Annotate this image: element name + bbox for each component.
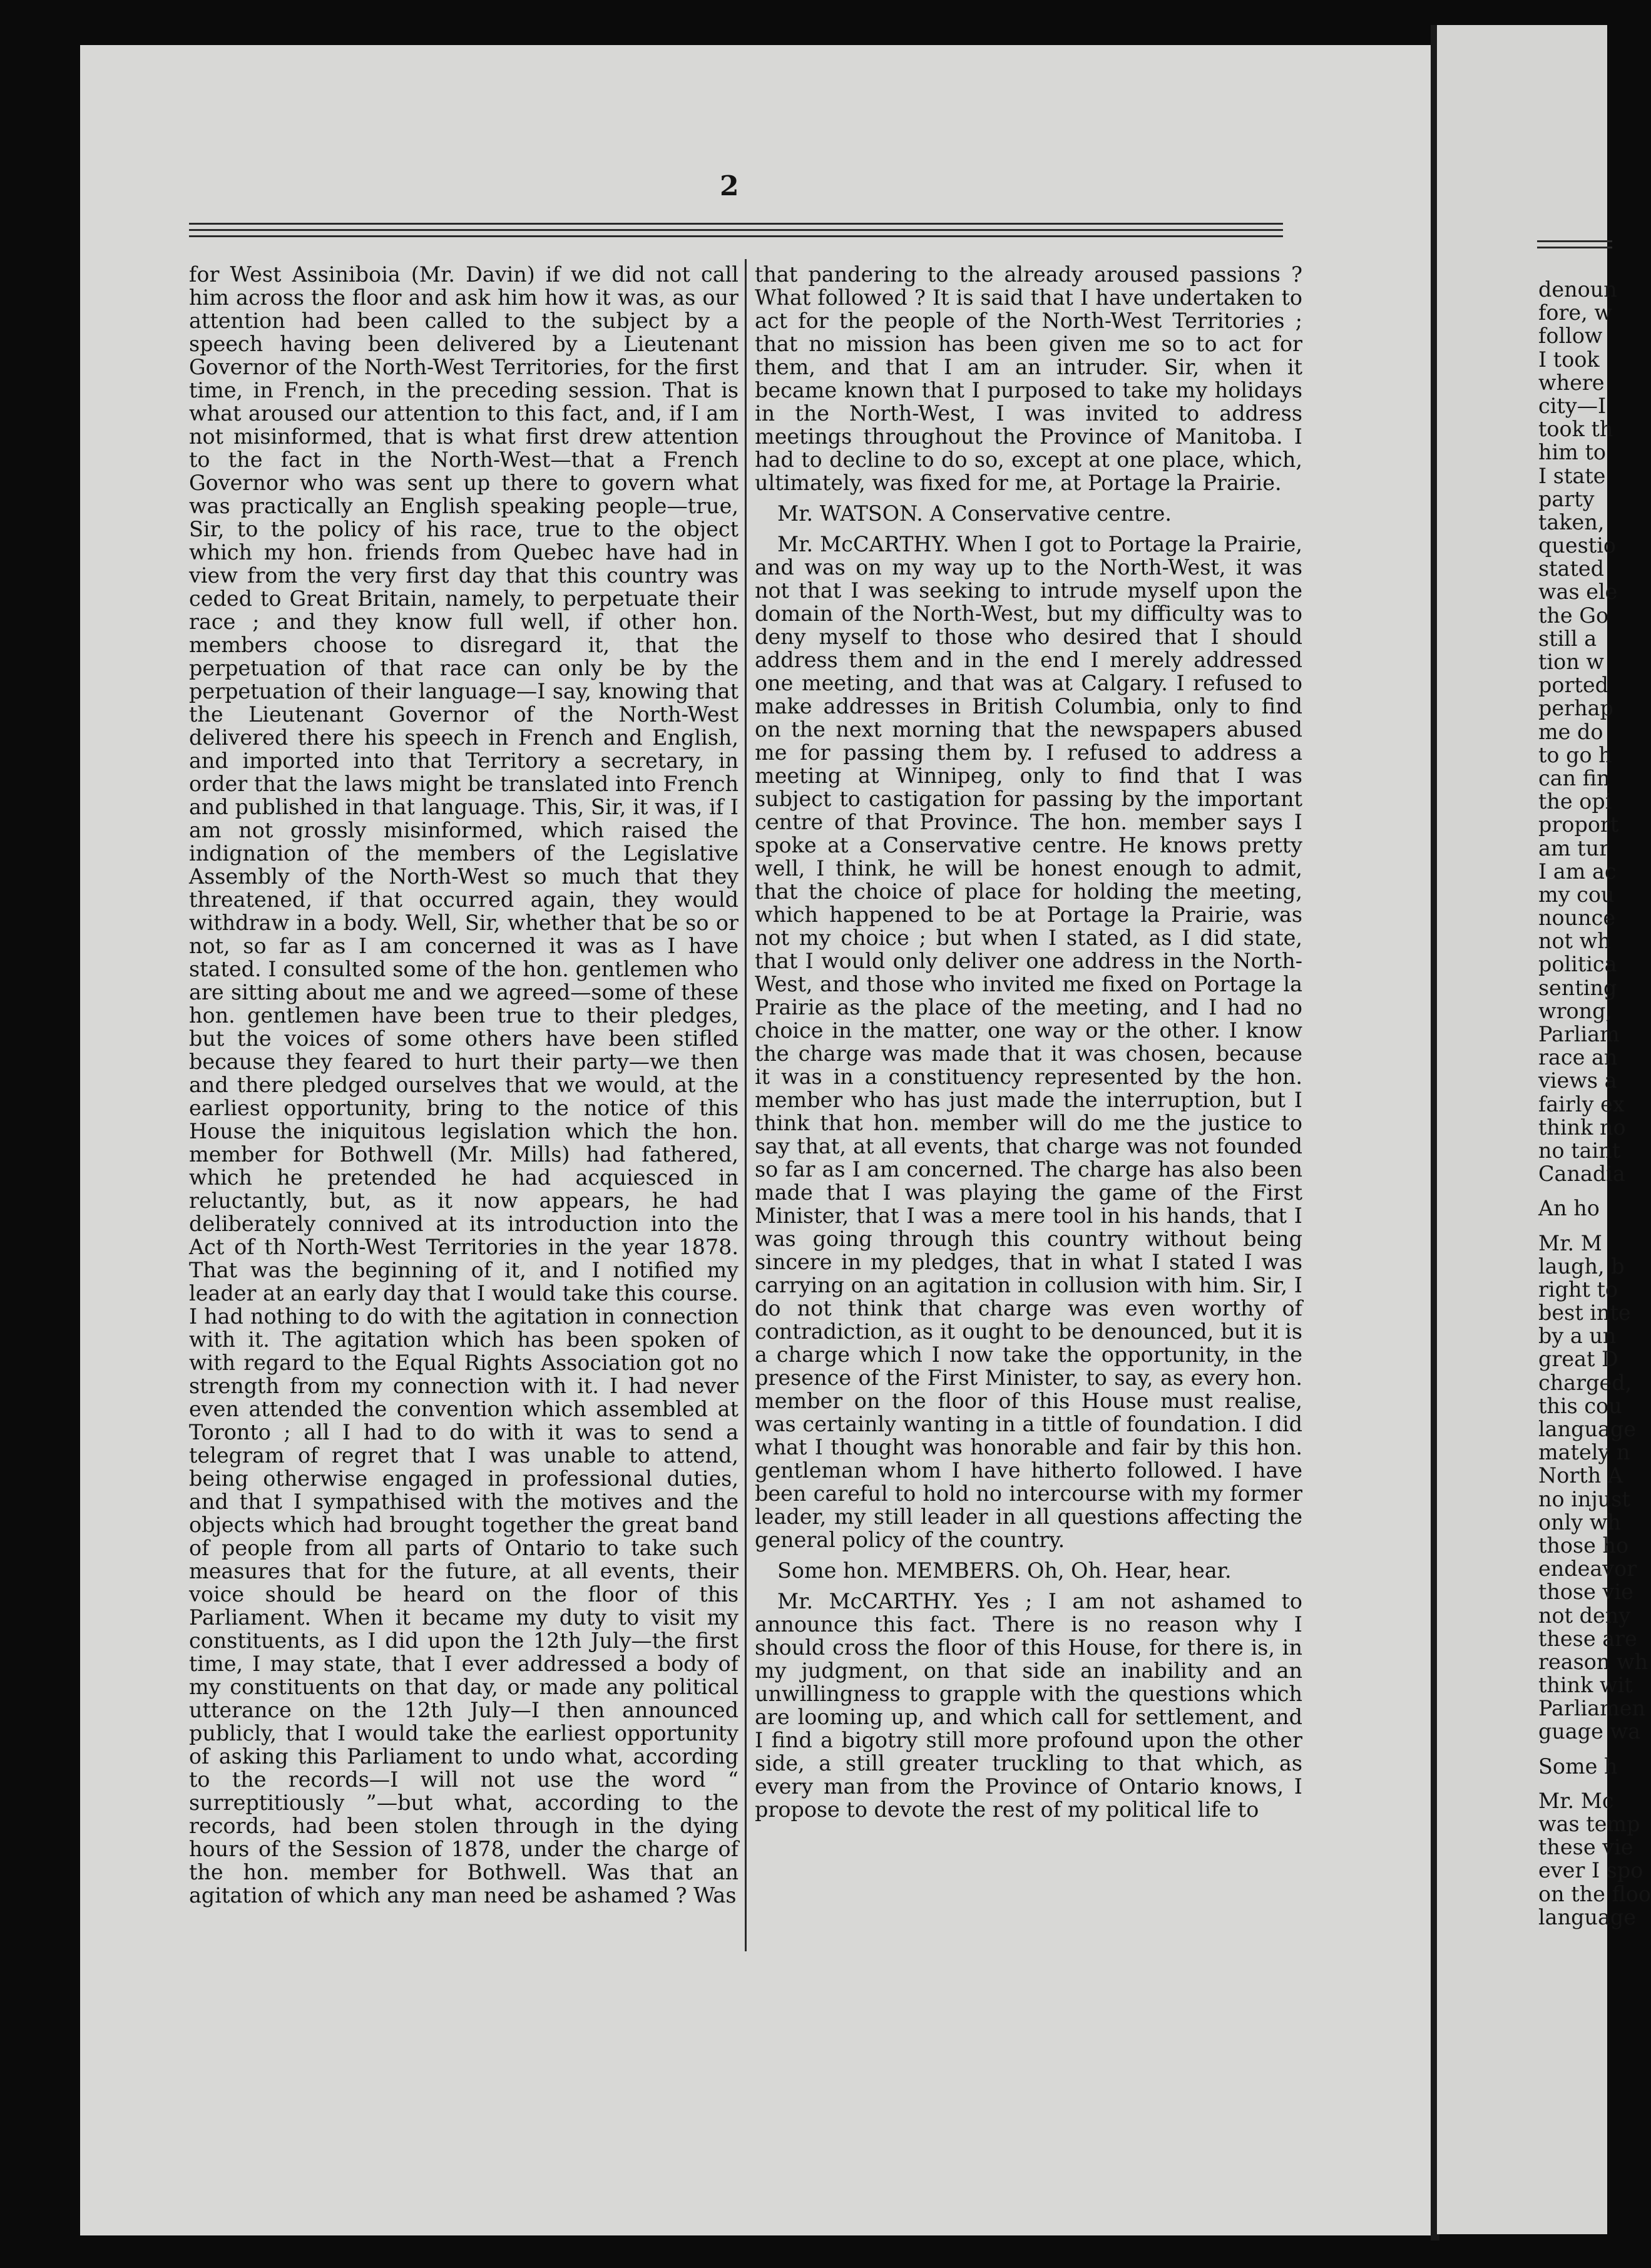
page-right [1437, 25, 1651, 2234]
left-paragraph: for West Assiniboia (Mr. Davin) if we did not call him across the floor and ask him how it was, as our attention had been called to the subject by a speech having been delivered by a Lieutenant Governor of the North-West Territories, for the first time, in French, in the preceding session. That is what aroused our attention to this fact, and, if I am not misinformed, that is what first drew attention to the fact in the North-West—that a French Governor who was sent up there to govern what was practically an English speaking people—true, Sir, to the policy of his race, true to the object which my hon. friends from Quebec have had in view from the very first day that this country was ceded to Great Britain, namely, to perpetuate their race ; and they know full well, if other hon. members choose to disregard it, that the perpetuation of that race can only be by the perpetuation of their language—I say, knowing that the Lieutenant Governor of the North-West delivered there his speech in French and English, and imported into that Territory a secretary, in order that the laws might be translated into French and published in that language. This, Sir, it was, if I am not grossly misinformed, which raised the indignation of the members of the Legislative Assembly of the North-West so much that they threatened, if that occurred again, they would withdraw in a body. Well, Sir, whether that be so or not, so far as I am concerned it was as I have stated. I consulted some of the hon. gentlemen who are sitting about me and we agreed—some of these hon. gentlemen have been true to their pledges, but the voices of some others have been stifled because they feared to hurt their party—we then and there pledged ourselves that we would, at the earliest opportunity, bring to the notice of this House the iniquitous legislation which the hon. member for Bothwell (Mr. Mills) had fathered, which he pretended he had acquiesced in reluctantly, but, as it now appears, he had deliberately connived at its introduction into the Act of th North-West Territories in the year 1878. That was the beginning of it, and I notified my leader at an early day that I would take this course. I had nothing to do with the agitation in connection with it. The agitation which has been spoken of with regard to the Equal Rights Association got no strength from my connection with it. I had never even attended the convention which assembled at Toronto ; all I had to do with it was to send a telegram of regret that I was unable to attend, being otherwise engaged in professional duties, and that I sympathised with the motives and the objects which had brought together the great band of people from all parts of Ontario to take such measures that for the future, at all events, their voice should be heard on the floor of this Parliament. When it became my duty to visit my constituents, as I did upon the 12th July—the first time, I may state, that I ever addressed a body of my constituents on that day, or made any political utterance on the 12th July—I then announced publicly, that I would take the earliest opportunity of asking this Parliament to undo what, according to the records—I will not use the word “ surreptitiously ”—but what, according to the records, had been stolen through in the dying hours of the Session of 1878, under the charge of the hon. member for Bothwell. Was that an agitation of which any man need be ashamed ? Was [189, 262, 739, 1908]
middle-paragraph: that pandering to the already aroused passions ? What followed ? It is said that I have undertaken to act for the people of the North-West Territories ; that no mission has been given me so to act for them, and that I am an intruder. Sir, when it became known that I purposed to take my holidays in the North-West, I was invited to address meetings throughout the Province of Manitoba. I had to decline to do so, except at one place, which, ultimately, was fixed for me, at Portage la Prairie. [755, 262, 1302, 495]
speaker-mccarthy-2: Mr. McCARTHY. Yes ; I am not ashamed to announce this fact. There is no reason why I should cross the floor of this House, for there is, in my judgment, on that side an inability and an unwillingness to grapple with the questions which are looming up, and which call for settlement, and I find a bigotry still more profound upon the other side, a still greater truckling to that which, as every man from the Province of Ontario knows, I propose to devote the rest of my political life to [755, 1589, 1302, 1822]
right-column-line: him to [1538, 440, 1606, 465]
speaker-watson: Mr. WATSON. A Conservative centre. [777, 501, 1172, 526]
right-column-line: language [1538, 1417, 1637, 1441]
page-number: 2 [720, 170, 739, 202]
right-column-line: guage wa [1538, 1719, 1641, 1744]
right-column-line: laugh, b [1538, 1254, 1625, 1279]
right-column-line: on the floo [1538, 1881, 1651, 1906]
right-column-line: proport [1538, 812, 1619, 837]
right-column-line: no injust [1538, 1486, 1630, 1511]
right-column-line: Parliam [1538, 1022, 1620, 1046]
right-column-line: views a [1538, 1068, 1617, 1093]
right-column-line: North A [1538, 1463, 1623, 1488]
right-column-line: mately n [1538, 1440, 1630, 1465]
right-column-line: nounce [1538, 906, 1616, 931]
right-column-line: not deny [1538, 1603, 1631, 1628]
right-column-line: fairly ex [1538, 1091, 1625, 1116]
right-column-line: follow [1538, 324, 1603, 349]
right-column-line [1538, 1185, 1607, 1197]
right-column-line: tion w [1538, 650, 1604, 674]
right-column-line: these are [1538, 1626, 1637, 1651]
right-column-line: best inte [1538, 1300, 1631, 1326]
right-column-line: endeavor [1538, 1556, 1637, 1581]
right-column-line: denoun [1538, 277, 1617, 302]
right-column-line: only wh [1538, 1509, 1621, 1535]
right-column-line: ever I spo [1538, 1858, 1643, 1883]
right-column-line: city—I [1538, 393, 1607, 418]
right-column-line: not wh [1538, 929, 1611, 954]
left-column [189, 263, 739, 1914]
right-column-line: right to [1538, 1277, 1618, 1302]
speaker-members: Some hon. MEMBERS. Oh, Oh. Hear, hear. [777, 1558, 1232, 1583]
right-column-line: language [1538, 1904, 1637, 1929]
right-column-line: race an [1538, 1045, 1618, 1070]
right-column-line: to go h [1538, 742, 1612, 767]
right-column-line: reason wh [1538, 1649, 1648, 1674]
right-column-line: the Go [1538, 603, 1609, 628]
right-column-line: took th [1538, 417, 1613, 442]
header-rule-top [189, 223, 1283, 225]
right-column-line: senting [1538, 975, 1617, 1000]
right-column-line: Some h [1538, 1754, 1618, 1779]
right-column-line: Parliamen [1538, 1696, 1646, 1721]
right-column-line: am tur [1538, 835, 1610, 861]
right-column-line: Mr. M [1538, 1230, 1602, 1255]
right-column-line: still a [1538, 626, 1597, 651]
right-column-line: politica [1538, 952, 1617, 977]
right-column-line [1538, 1220, 1607, 1232]
right-column-line: this cou [1538, 1393, 1622, 1418]
right-column-line: those vie [1538, 1580, 1633, 1605]
right-column-line: charged, [1538, 1370, 1632, 1395]
right-column-line: I state [1538, 463, 1606, 488]
header-rule-bottom [189, 235, 1283, 237]
right-column-line: me do [1538, 719, 1603, 744]
right-column-line: I took [1538, 347, 1600, 372]
right-column-line: these vie [1538, 1835, 1633, 1860]
speaker-mccarthy-1: Mr. McCARTHY. When I got to Portage la Prairie, and was on my way up to the North-West, it was not that I was seeking to intrude myself upon the domain of the North-West, but my difficulty was to deny myself to those who desired that I should address them and in the end I merely addressed one meeting, and that was at Calgary. I refused to make addresses in British Columbia, only to find on the next morning that the newspapers abused me for passing them by. I refused to address a meeting at Winnipeg, only to find that I was subject to castigation for passing by the important centre of that Province. The hon. member says I spoke at a Conservative centre. He knows pretty well, I think, he will be honest enough to admit, that the choice of place for holding the meeting, which happened to be at Portage la Prairie, was not my choice ; but when I stated, as I did state, that I would only deliver one address in the North-West, and those who invited me fixed on Portage la Prairie as the place of the meeting, and I had no choice in the matter, one way or the other. I know the charge was made that it was chosen, because it was in a constituency represented by the hon. member who has just made the interruption, but I think that hon. member will do me the justice to say that, at all events, that charge was not founded so far as I am concerned. The charge has also been made that I was playing the game of the First Minister, that I was a mere tool in his hands, that I was going through this country without being sincere in my pledges, that in what I stated I was carrying on an agitation in collusion with him. Sir, I do not think that charge was even worthy of contradiction, as it ought to be denounced, but it is a charge which I now take the opportunity, in the presence of the First Minister, to say, as every hon. member on the floor of this House must realise, was certainly wanting in a tittle of foundation. I did what I thought was honorable and fair by this hon. gentleman whom I have hitherto followed. I have been careful to hold no intercourse with my former leader, my still leader in all questions affecting the general policy of the country. [755, 532, 1302, 1552]
right-top-rule-2 [1537, 247, 1612, 248]
right-column-line: those ho [1538, 1533, 1629, 1558]
right-column-line: taken, [1538, 509, 1605, 534]
right-column-line: no taint [1538, 1138, 1621, 1163]
right-column-fragments [1538, 277, 1651, 1929]
header-rule-middle [189, 229, 1283, 231]
right-column-line [1538, 1744, 1607, 1755]
middle-column [755, 263, 1302, 1829]
right-column-line: perhap [1538, 696, 1613, 721]
right-column-line: stated [1538, 556, 1605, 581]
right-column-line: can fin [1538, 765, 1610, 790]
right-column-line: wrong, [1538, 998, 1613, 1023]
right-column-line: questio [1538, 533, 1616, 558]
right-column-line: the opi [1538, 789, 1612, 814]
right-top-rule [1537, 240, 1612, 242]
right-column-line: An ho [1538, 1196, 1600, 1221]
right-column-line: think no [1538, 1115, 1626, 1140]
right-column-line: was ele [1538, 580, 1618, 605]
right-column-line: great D [1538, 1347, 1618, 1372]
right-column-line: by a un [1538, 1324, 1617, 1349]
right-column-line: ported [1538, 673, 1608, 698]
right-column-line: party [1538, 486, 1595, 511]
right-column-line: think wit [1538, 1673, 1633, 1698]
right-column-line [1538, 1778, 1607, 1789]
right-column-line: Canadia [1538, 1162, 1625, 1187]
column-divider [745, 259, 747, 1951]
right-column-line: fore, w [1538, 300, 1612, 325]
right-column-line: I am ac [1538, 859, 1617, 884]
right-column-line: Mr. Mc [1538, 1788, 1614, 1813]
right-column-line: was temp [1538, 1812, 1640, 1836]
right-column-line: where [1538, 370, 1605, 395]
right-column-line: my cou [1538, 882, 1615, 907]
